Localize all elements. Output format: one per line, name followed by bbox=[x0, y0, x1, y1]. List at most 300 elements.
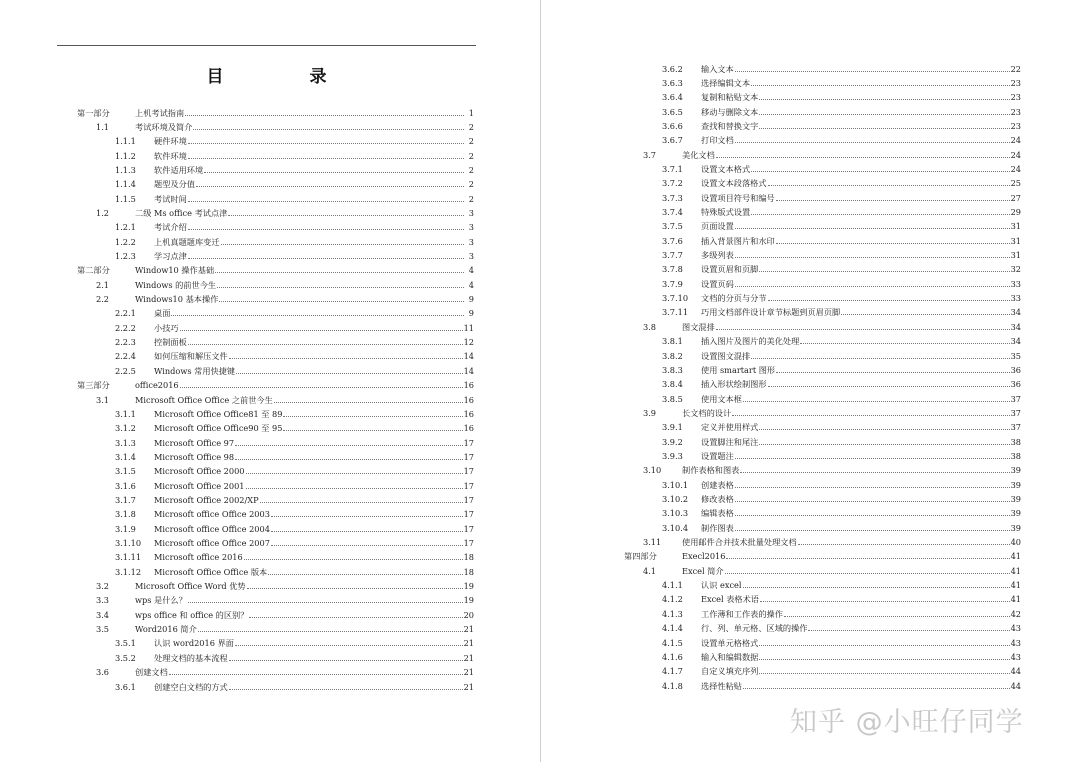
toc-leader-dots bbox=[725, 564, 1010, 574]
toc-entry-number: 3.5.1 bbox=[115, 638, 136, 649]
toc-leader-dots bbox=[759, 90, 1009, 100]
toc-entry-title: Windows10 基本操作 bbox=[135, 294, 219, 305]
toc-entry-title: Word2016 简介 bbox=[135, 624, 197, 635]
toc-entry-page: 29 bbox=[1010, 207, 1021, 217]
toc-entry-page: 16 bbox=[463, 423, 474, 434]
toc-leader-dots bbox=[776, 234, 1010, 244]
toc-leader-dots bbox=[735, 506, 1010, 516]
toc-entry-title: 设置图文混排 bbox=[701, 350, 751, 361]
toc-leader-dots bbox=[759, 435, 1009, 445]
toc-entry-title: 设置文本格式 bbox=[701, 163, 751, 174]
toc-entry-page: 38 bbox=[1010, 436, 1021, 447]
toc-entry[interactable] bbox=[662, 349, 1021, 363]
toc-leader-dots bbox=[735, 248, 1010, 258]
toc-entry-title: 如何压缩和解压文件 bbox=[154, 351, 228, 362]
toc-entry[interactable] bbox=[115, 306, 474, 320]
toc-entry-title: 图文混排 bbox=[682, 321, 715, 332]
toc-entry[interactable] bbox=[643, 148, 1021, 162]
toc-entry[interactable] bbox=[662, 234, 1021, 248]
toc-entry-page: 39 bbox=[1010, 465, 1021, 476]
toc-entry-number: 3.7.9 bbox=[662, 278, 683, 289]
toc-entry-title: 移动与删除文本 bbox=[701, 106, 759, 117]
toc-entry-page: 3 bbox=[468, 222, 474, 233]
toc-entry[interactable] bbox=[115, 335, 474, 349]
toc-entry[interactable] bbox=[662, 664, 1021, 678]
toc-entry-number: 2.2.3 bbox=[115, 337, 136, 348]
toc-entry-page: 32 bbox=[1010, 264, 1021, 275]
toc-entry-page: 14 bbox=[463, 365, 474, 376]
toc-entry-page: 21 bbox=[463, 638, 474, 649]
header-rule bbox=[57, 45, 476, 46]
toc-leader-dots bbox=[735, 219, 1010, 229]
toc-entry[interactable] bbox=[662, 262, 1021, 276]
toc-entry[interactable] bbox=[96, 593, 474, 607]
toc-entry-title: 选择编辑文本 bbox=[701, 77, 751, 88]
toc-entry[interactable] bbox=[115, 651, 474, 665]
toc-entry-title: 制作表格和图表 bbox=[682, 465, 740, 476]
toc-leader-dots bbox=[735, 521, 1010, 531]
toc-leader-dots bbox=[808, 621, 1009, 631]
toc-entry[interactable] bbox=[662, 592, 1021, 606]
toc-entry-title: 自定义填充序列 bbox=[701, 666, 759, 677]
toc-entry-page: 12 bbox=[463, 337, 474, 348]
toc-leader-dots bbox=[768, 291, 1010, 301]
toc-entry-page: 17 bbox=[463, 480, 474, 491]
toc-entry[interactable] bbox=[662, 650, 1021, 664]
toc-entry[interactable] bbox=[643, 564, 1021, 578]
toc-entry[interactable] bbox=[115, 134, 474, 148]
toc-entry[interactable] bbox=[115, 464, 474, 478]
toc-entry-title: 考试环境及简介 bbox=[135, 121, 193, 132]
toc-entry-number: 3.1.10 bbox=[115, 538, 142, 548]
toc-title: 目 录 bbox=[206, 67, 367, 87]
toc-entry[interactable] bbox=[662, 334, 1021, 348]
toc-entry-title: Microsoft office Office 2004 bbox=[154, 523, 270, 534]
toc-entry[interactable] bbox=[662, 76, 1021, 90]
toc-entry[interactable] bbox=[115, 550, 474, 564]
toc-entry[interactable] bbox=[77, 106, 474, 120]
toc-entry-page: 37 bbox=[1010, 393, 1021, 404]
toc-entry[interactable] bbox=[662, 636, 1021, 650]
toc-leader-dots bbox=[204, 163, 464, 173]
toc-entry-title: 题型及分值 bbox=[154, 179, 195, 190]
toc-leader-dots bbox=[235, 450, 462, 460]
toc-leader-dots bbox=[235, 436, 462, 446]
toc-entry-title: Microsoft office Office 2003 bbox=[154, 509, 270, 520]
toc-entry-number: 3.6.2 bbox=[662, 63, 683, 74]
toc-entry[interactable] bbox=[662, 133, 1021, 147]
toc-leader-dots bbox=[743, 578, 1010, 588]
toc-entry-title: 软件环境 bbox=[154, 150, 187, 161]
toc-entry-title: 设置页码 bbox=[701, 278, 734, 289]
toc-entry-title: 查找和替换文字 bbox=[701, 120, 759, 131]
toc-entry-number: 第四部分 bbox=[624, 551, 657, 562]
toc-entry[interactable] bbox=[662, 392, 1021, 406]
toc-entry-title: 设置单元格格式 bbox=[701, 637, 759, 648]
toc-entry[interactable] bbox=[643, 463, 1021, 477]
toc-entry-title: 长文档的设计 bbox=[682, 407, 732, 418]
toc-entry[interactable] bbox=[662, 248, 1021, 262]
toc-entry-page: 23 bbox=[1010, 106, 1021, 117]
toc-entry-page: 39 bbox=[1010, 508, 1021, 519]
toc-entry[interactable] bbox=[115, 479, 474, 493]
toc-entry[interactable] bbox=[96, 579, 474, 593]
toc-leader-dots bbox=[751, 76, 1009, 86]
toc-entry[interactable] bbox=[96, 608, 474, 622]
toc-entry-page: 17 bbox=[463, 451, 474, 462]
toc-leader-dots bbox=[759, 119, 1009, 129]
toc-entry[interactable] bbox=[115, 321, 474, 335]
toc-leader-dots bbox=[246, 479, 463, 489]
toc-entry[interactable] bbox=[662, 219, 1021, 233]
toc-entry-title: Windows 常用快捷键 bbox=[154, 365, 236, 376]
toc-entry-number: 3.9.2 bbox=[662, 436, 683, 447]
toc-entry[interactable] bbox=[662, 492, 1021, 506]
toc-entry-number: 3.6.4 bbox=[662, 92, 683, 103]
toc-entry[interactable] bbox=[115, 436, 474, 450]
toc-leader-dots bbox=[716, 320, 1010, 330]
toc-entry-number: 3.1.9 bbox=[115, 523, 136, 534]
toc-entry[interactable] bbox=[662, 176, 1021, 190]
toc-entry[interactable] bbox=[662, 621, 1021, 635]
toc-entry[interactable] bbox=[662, 205, 1021, 219]
toc-entry-title: Windows 的前世今生 bbox=[135, 279, 217, 290]
toc-entry-number: 3.6.5 bbox=[662, 106, 683, 117]
toc-entry-number: 3.5.2 bbox=[115, 652, 136, 663]
toc-entry-number: 3.7.10 bbox=[662, 293, 689, 304]
toc-leader-dots bbox=[215, 263, 464, 273]
toc-entry-title: Microsoft Office Office 版本 bbox=[154, 566, 268, 577]
toc-leader-dots bbox=[169, 665, 463, 675]
toc-leader-dots bbox=[188, 220, 464, 230]
toc-entry[interactable] bbox=[96, 120, 474, 134]
toc-entry-page: 17 bbox=[463, 523, 474, 534]
toc-entry[interactable] bbox=[115, 522, 474, 536]
toc-leader-dots bbox=[735, 133, 1010, 143]
toc-entry-title: 小技巧 bbox=[154, 322, 179, 333]
toc-entry-page: 3 bbox=[468, 207, 474, 218]
toc-entry-number: 1.1 bbox=[96, 121, 110, 132]
toc-leader-dots bbox=[735, 449, 1010, 459]
toc-entry-page: 35 bbox=[1010, 350, 1021, 361]
toc-entry-title: office2016 bbox=[135, 380, 179, 391]
toc-entry-number: 3.1.7 bbox=[115, 494, 136, 505]
toc-entry[interactable] bbox=[115, 507, 474, 521]
toc-entry[interactable] bbox=[662, 449, 1021, 463]
toc-entry[interactable] bbox=[662, 435, 1021, 449]
toc-entry-number: 第三部分 bbox=[77, 380, 110, 391]
toc-entry-number: 3.7.1 bbox=[662, 163, 683, 174]
toc-entry-page: 4 bbox=[468, 265, 474, 276]
toc-entry-page: 16 bbox=[463, 394, 474, 405]
toc-entry[interactable] bbox=[662, 679, 1021, 693]
toc-entry-number: 3.1.6 bbox=[115, 480, 136, 491]
toc-entry[interactable] bbox=[662, 377, 1021, 391]
toc-entry-number: 2.2.5 bbox=[115, 365, 136, 376]
toc-entry[interactable] bbox=[115, 192, 474, 206]
toc-entry[interactable] bbox=[662, 363, 1021, 377]
toc-leader-dots bbox=[735, 492, 1010, 502]
toc-entry-title: 认识 excel bbox=[701, 580, 742, 591]
toc-entry-page: 42 bbox=[1010, 608, 1021, 619]
toc-entry[interactable] bbox=[662, 191, 1021, 205]
toc-entry-title: 修改表格 bbox=[701, 494, 734, 504]
toc-entry-title: 打印文档 bbox=[701, 135, 734, 146]
toc-entry[interactable] bbox=[96, 622, 474, 636]
toc-entry[interactable] bbox=[662, 305, 1021, 319]
toc-entry-number: 3.8.4 bbox=[662, 379, 683, 390]
toc-entry[interactable] bbox=[643, 535, 1021, 549]
toc-entry-page: 2 bbox=[468, 193, 474, 204]
toc-entry-page: 3 bbox=[468, 251, 474, 261]
toc-leader-dots bbox=[798, 535, 1010, 545]
toc-entry-title: Execl2016 bbox=[682, 551, 726, 562]
toc-leader-dots bbox=[751, 349, 1009, 359]
toc-entry-page: 41 bbox=[1010, 551, 1021, 562]
toc-entry-title: 工作薄和工作表的操作 bbox=[701, 608, 783, 619]
toc-leader-dots bbox=[726, 549, 1009, 559]
toc-entry-title: Excel 表格术语 bbox=[701, 594, 759, 605]
toc-entry-number: 第二部分 bbox=[77, 265, 110, 276]
toc-entry-number: 2.1 bbox=[96, 279, 110, 290]
toc-entry-number: 2.2 bbox=[96, 294, 110, 305]
toc-entry-title: 处理文档的基本流程 bbox=[154, 652, 228, 663]
toc-entry[interactable] bbox=[96, 292, 474, 306]
toc-entry[interactable] bbox=[662, 420, 1021, 434]
toc-leader-dots bbox=[751, 162, 1009, 172]
toc-entry-page: 24 bbox=[1010, 163, 1021, 174]
toc-leader-dots bbox=[759, 636, 1009, 646]
toc-leader-dots bbox=[283, 407, 462, 417]
toc-entry[interactable] bbox=[115, 450, 474, 464]
toc-entry-page: 17 bbox=[463, 538, 474, 548]
toc-entry-title: 使用文本框 bbox=[701, 393, 742, 404]
toc-entry[interactable] bbox=[643, 406, 1021, 420]
document-page-right bbox=[541, 0, 1080, 762]
toc-entry[interactable] bbox=[662, 277, 1021, 291]
toc-entry[interactable] bbox=[115, 565, 474, 579]
toc-entry[interactable] bbox=[115, 407, 474, 421]
toc-entry-page: 11 bbox=[463, 322, 474, 333]
toc-entry-page: 2 bbox=[468, 164, 474, 175]
toc-leader-dots bbox=[249, 608, 462, 618]
toc-leader-dots bbox=[271, 507, 463, 517]
toc-entry[interactable] bbox=[662, 119, 1021, 133]
toc-entry[interactable] bbox=[115, 249, 474, 263]
toc-entry-page: 16 bbox=[463, 408, 474, 419]
toc-entry-title: Window10 操作基础 bbox=[135, 265, 215, 276]
toc-entry-title: 上机考试指南 bbox=[135, 107, 185, 118]
toc-leader-dots bbox=[196, 177, 464, 187]
toc-entry-title: Excel 简介 bbox=[682, 565, 724, 576]
toc-entry-page: 31 bbox=[1010, 235, 1021, 246]
toc-entry-page: 38 bbox=[1010, 450, 1021, 461]
toc-entry[interactable] bbox=[115, 349, 474, 363]
toc-entry[interactable] bbox=[115, 636, 474, 650]
toc-entry-page: 37 bbox=[1010, 407, 1021, 418]
toc-leader-dots bbox=[236, 364, 462, 374]
toc-entry[interactable] bbox=[115, 163, 474, 177]
toc-leader-dots bbox=[235, 636, 463, 646]
toc-entry-title: 使用邮件合并技术批量处理文档 bbox=[682, 537, 797, 548]
toc-entry[interactable] bbox=[662, 478, 1021, 492]
toc-entry-title: 创建文档 bbox=[135, 667, 168, 678]
toc-leader-dots bbox=[185, 106, 464, 116]
toc-entry-number: 1.2.3 bbox=[115, 251, 136, 261]
toc-leader-dots bbox=[188, 593, 463, 603]
toc-entry-page: 17 bbox=[463, 437, 474, 448]
toc-entry-page: 43 bbox=[1010, 623, 1021, 634]
toc-leader-dots bbox=[760, 592, 1010, 602]
toc-entry-number: 3.1.2 bbox=[115, 423, 136, 434]
toc-entry-number: 4.1.6 bbox=[662, 651, 683, 662]
toc-entry[interactable] bbox=[96, 278, 474, 292]
toc-entry-number: 3.3 bbox=[96, 595, 110, 606]
toc-leader-dots bbox=[740, 463, 1009, 473]
toc-leader-dots bbox=[274, 393, 463, 403]
toc-entry[interactable] bbox=[115, 364, 474, 378]
toc-entry-page: 44 bbox=[1010, 680, 1021, 691]
toc-entry-number: 3.7.5 bbox=[662, 221, 683, 232]
toc-entry-page: 23 bbox=[1010, 120, 1021, 131]
toc-entry-number: 3.1.5 bbox=[115, 466, 136, 477]
toc-entry-title: Microsoft Office 2001 bbox=[154, 480, 245, 491]
toc-entry-page: 17 bbox=[463, 509, 474, 520]
toc-entry[interactable] bbox=[115, 536, 474, 550]
toc-entry[interactable] bbox=[96, 206, 474, 220]
toc-entry-title: 硬件环境 bbox=[154, 136, 187, 147]
toc-entry-title: 定义并使用样式 bbox=[701, 422, 759, 433]
toc-entry[interactable] bbox=[662, 62, 1021, 76]
toc-entry-page: 4 bbox=[468, 279, 474, 290]
toc-entry-page: 19 bbox=[463, 581, 474, 592]
toc-entry[interactable] bbox=[77, 263, 474, 277]
toc-leader-dots bbox=[188, 149, 464, 159]
toc-entry-page: 9 bbox=[468, 294, 474, 305]
toc-entry[interactable] bbox=[624, 549, 1021, 563]
toc-leader-dots bbox=[800, 334, 1009, 344]
toc-entry-number: 3.7.6 bbox=[662, 235, 683, 246]
toc-leader-dots bbox=[735, 277, 1010, 287]
toc-entry-number: 1.2 bbox=[96, 207, 110, 218]
toc-entry-page: 2 bbox=[468, 150, 474, 161]
toc-entry-title: Microsoft Office Office90 至 95 bbox=[154, 423, 283, 434]
toc-entry-number: 3.7.2 bbox=[662, 178, 683, 189]
toc-entry-title: 考试介绍 bbox=[154, 222, 187, 233]
toc-leader-dots bbox=[246, 464, 463, 474]
toc-entry[interactable] bbox=[115, 493, 474, 507]
toc-entry-title: 插入图片及图片的美化处理 bbox=[701, 336, 800, 347]
toc-leader-dots bbox=[188, 249, 464, 259]
toc-entry-number: 3.8.2 bbox=[662, 350, 683, 361]
toc-entry[interactable] bbox=[96, 665, 474, 679]
toc-leader-dots bbox=[271, 536, 463, 546]
toc-entry[interactable] bbox=[662, 607, 1021, 621]
toc-entry[interactable] bbox=[115, 149, 474, 163]
toc-leader-dots bbox=[193, 120, 464, 130]
toc-entry[interactable] bbox=[662, 105, 1021, 119]
toc-leader-dots bbox=[283, 421, 462, 431]
toc-entry-number: 1.1.5 bbox=[115, 193, 136, 204]
toc-entry-title: 特殊版式设置 bbox=[701, 207, 751, 217]
toc-entry-page: 19 bbox=[463, 595, 474, 606]
toc-leader-dots bbox=[784, 607, 1010, 617]
toc-entry[interactable] bbox=[662, 521, 1021, 535]
toc-entry-number: 3.7.4 bbox=[662, 207, 683, 217]
toc-leader-dots bbox=[271, 522, 463, 532]
toc-leader-dots bbox=[188, 134, 464, 144]
toc-entry[interactable] bbox=[115, 235, 474, 249]
toc-entry-number: 4.1.4 bbox=[662, 623, 683, 634]
toc-entry-page: 41 bbox=[1010, 580, 1021, 591]
toc-leader-dots bbox=[171, 306, 464, 316]
toc-entry[interactable] bbox=[643, 320, 1021, 334]
toc-leader-dots bbox=[219, 292, 464, 302]
toc-entry[interactable] bbox=[115, 680, 474, 694]
toc-entry[interactable] bbox=[77, 378, 474, 392]
toc-entry[interactable] bbox=[115, 421, 474, 435]
toc-entry-title: Microsoft Office Word 优势 bbox=[135, 581, 246, 592]
toc-entry-number: 3.6.3 bbox=[662, 77, 683, 88]
toc-entry-number: 3.11 bbox=[643, 537, 662, 548]
toc-entry-title: 输入文本 bbox=[701, 63, 734, 74]
toc-entry-page: 27 bbox=[1010, 192, 1021, 203]
toc-leader-dots bbox=[732, 406, 1009, 416]
toc-entry[interactable] bbox=[662, 506, 1021, 520]
toc-entry-number: 1.1.1 bbox=[115, 136, 136, 147]
toc-leader-dots bbox=[229, 651, 463, 661]
toc-entry-number: 1.1.3 bbox=[115, 164, 136, 175]
toc-entry-page: 41 bbox=[1010, 594, 1021, 605]
toc-leader-dots bbox=[180, 378, 463, 388]
toc-entry-number: 4.1.5 bbox=[662, 637, 683, 648]
toc-leader-dots bbox=[768, 377, 1010, 387]
toc-entry[interactable] bbox=[662, 578, 1021, 592]
toc-entry-title: 多级列表 bbox=[701, 250, 734, 261]
toc-entry-page: 20 bbox=[463, 609, 474, 620]
toc-entry-page: 21 bbox=[463, 667, 474, 678]
toc-entry[interactable] bbox=[662, 90, 1021, 104]
toc-leader-dots bbox=[221, 235, 464, 245]
watermark: 知乎 @小旺仔同学 bbox=[790, 707, 1024, 738]
toc-entry[interactable] bbox=[96, 393, 474, 407]
toc-entry-number: 3.6 bbox=[96, 667, 110, 678]
toc-entry-page: 17 bbox=[463, 466, 474, 477]
toc-entry-number: 3.10 bbox=[643, 465, 662, 476]
toc-entry-number: 1.1.2 bbox=[115, 150, 136, 161]
toc-leader-dots bbox=[228, 206, 464, 216]
toc-entry-title: Microsoft office 2016 bbox=[154, 552, 243, 563]
toc-entry-number: 3.10.4 bbox=[662, 522, 689, 533]
toc-leader-dots bbox=[743, 392, 1010, 402]
toc-entry-title: 上机真题题库变迁 bbox=[154, 236, 220, 247]
toc-entry-page: 2 bbox=[468, 136, 474, 147]
toc-leader-dots bbox=[188, 335, 463, 345]
toc-leader-dots bbox=[180, 321, 463, 331]
toc-entry[interactable] bbox=[115, 177, 474, 191]
toc-entry-title: 文档的分页与分节 bbox=[701, 293, 767, 304]
toc-entry-number: 3.1.1 bbox=[115, 408, 136, 419]
toc-entry[interactable] bbox=[662, 162, 1021, 176]
toc-entry-number: 3.1.8 bbox=[115, 509, 136, 520]
toc-entry-title: 二级 Ms office 考试点津 bbox=[135, 207, 228, 218]
toc-entry-page: 36 bbox=[1010, 379, 1021, 390]
toc-entry[interactable] bbox=[662, 291, 1021, 305]
toc-entry-page: 37 bbox=[1010, 422, 1021, 433]
toc-entry-title: 编辑表格 bbox=[701, 508, 734, 519]
toc-entry-title: Microsoft Office 98 bbox=[154, 451, 235, 462]
toc-entry[interactable] bbox=[115, 220, 474, 234]
